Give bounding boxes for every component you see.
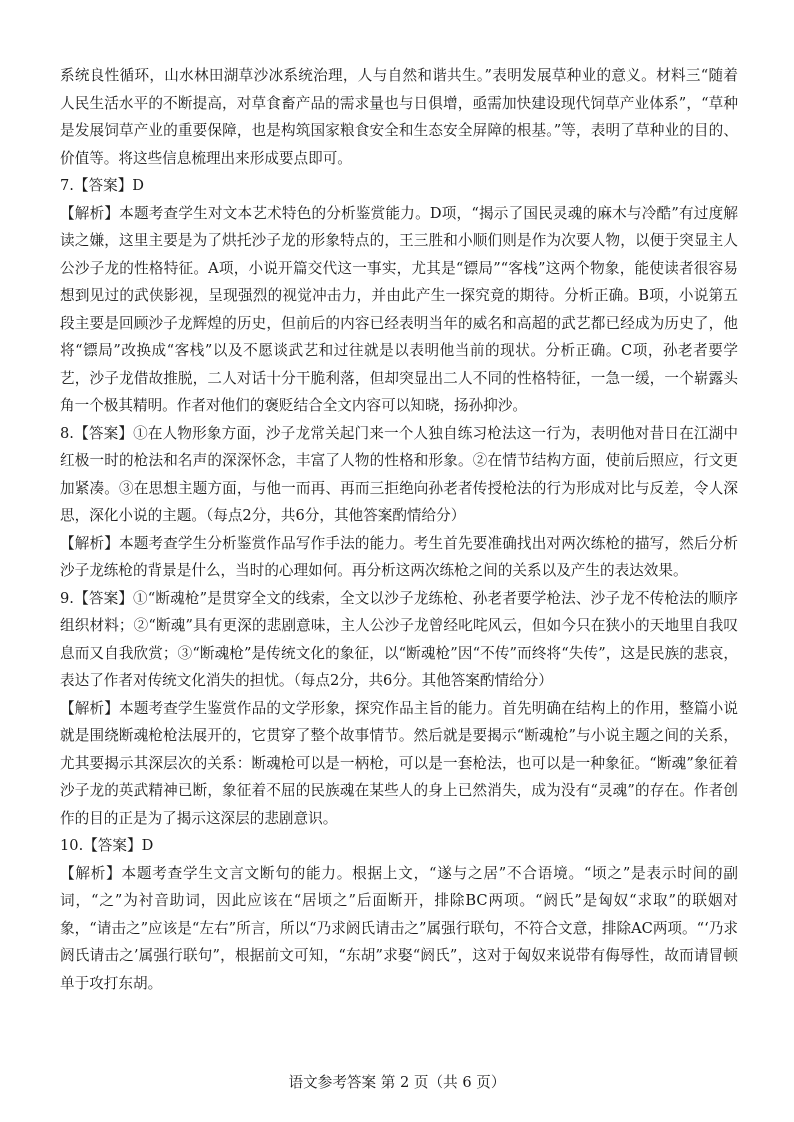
answer-7-heading: 7.【答案】D <box>60 177 144 194</box>
answer-9: 9.【答案】①“断魂枪”是贯穿全文的线索，全文以沙子龙练枪、孙老者要学枪法、沙子龙不传枪法的顺序组织材料；②“断魂”具有更深的悲剧意味，主人公沙子龙曾经叱咤风云，但如今只在狭小的天地里自我叹息而又自我欣赏；③“断魂枪”是传统文化的象征，以“断魂枪”因“不传”而终将“失传”，这是民族的悲哀，表达了作者对传统文化消失的担忧。（每点2分，共6分。其他答案酌情给分） <box>60 589 738 689</box>
paragraph-continuation: 系统良性循环，山水林田湖草沙冰系统治理，人与自然和谐共生。”表明发展草种业的意义。材料三“随着人民生活水平的不断提高，对草食畜产品的需求量也与日俱增，亟需加快建设现代饲草产业体系”，“草种是发展饲草产业的重要保障，也是构筑国家粮食安全和生态安全屏障的根基。”等，表明了草种业的目的、价值等。将这些信息梳理出来形成要点即可。 <box>60 67 738 167</box>
analysis-10: 【解析】本题考查学生文言文断句的能力。根据上文，“遂与之居”不合语境。“顷之”是表示时间的副词，“之”为衬音助词，因此应该在“居顷之”后面断开，排除BC两项。“阏氏”是匈奴“求取”的联姻对象，“请击之”应该是“左右”所言，所以“乃求阏氏请击之”属强行联句，不符合文意，排除AC两项。“‘乃求阏氏请击之’属强行联句”，根据前文可知，“东胡”求娶“阏氏”，这对于匈奴来说带有侮辱性，故而请冒顿单于攻打东胡。 <box>60 864 738 992</box>
answer-10-heading: 10.【答案】D <box>60 837 154 854</box>
analysis-8: 【解析】本题考查学生分析鉴赏作品写作手法的能力。考生首先要准确找出对两次练枪的描写，然后分析沙子龙练枪的背景是什么，当时的心理如何。再分析这两次练枪之间的关系以及产生的表达效果。 <box>60 534 738 579</box>
analysis-7: 【解析】本题考查学生对文本艺术特色的分析鉴赏能力。D项，“揭示了国民灵魂的麻木与冷酷”有过度解读之嫌，这里主要是为了烘托沙子龙的形象特点的，王三胜和小顺们则是作为次要人物，以便于突显主人公沙子龙的性格特征。A项，小说开篇交代这一事实，尤其是“镖局”“客栈”这两个物象，能使读者很容易想到见过的武侠影视，呈现强烈的视觉冲击力，并由此产生一探究竟的期待。分析正确。B项，小说第五段主要是回顾沙子龙辉煌的历史，但前后的内容已经表明当年的威名和高超的武艺都已经成为历史了，他将“镖局”改换成“客栈”以及不愿谈武艺和过往就是以表明他当前的现状。分析正确。C项，孙老者要学艺，沙子龙借故推脱，二人对话十分干脆利落，但却突显出二人不同的性格特征，一急一缓，一个崭露头角一个极其精明。作者对他们的褒贬结合全文内容可以知晓，扬孙抑沙。 <box>60 204 738 414</box>
analysis-9: 【解析】本题考查学生鉴赏作品的文学形象，探究作品主旨的能力。首先明确在结构上的作用，整篇小说就是围绕断魂枪枪法展开的，它贯穿了整个故事情节。然后就是要揭示“断魂枪”与小说主题之间的关系，尤其要揭示其深层次的关系：断魂枪可以是一柄枪，可以是一套枪法，也可以是一种象征。“断魂”象征着沙子龙的英武精神已断，象征着不屈的民族魂在某些人的身上已然消失，成为没有“灵魂”的存在。作者创作的目的正是为了揭示这深层的悲剧意识。 <box>60 699 738 827</box>
page-footer: 语文参考答案 第 2 页（共 6 页） <box>288 1074 506 1091</box>
answer-8: 8.【答案】①在人物形象方面，沙子龙常关起门来一个人独自练习枪法这一行为，表明他对昔日在江湖中红极一时的枪法和名声的深深怀念，丰富了人物的性格和形象。②在情节结构方面，使前后照应，行文更加紧凑。③在思想主题方面，与他一而再、再而三拒绝向孙老者传授枪法的行为形成对比与反差，令人深思，深化小说的主题。（每点2分，共6分，其他答案酌情给分） <box>60 424 738 524</box>
